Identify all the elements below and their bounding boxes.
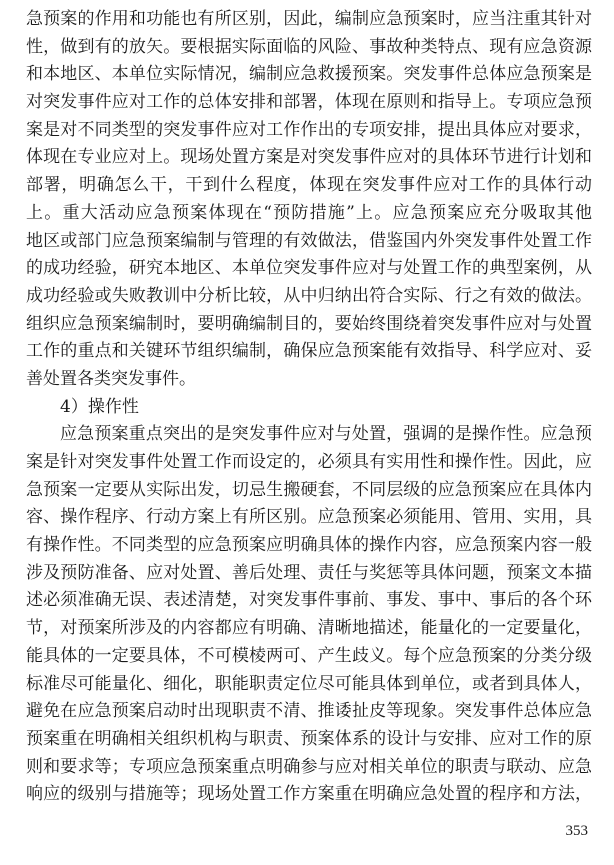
text-line: 性，做到有的放矢。要根据实际面临的风险、事故种类特点、现有应急资源	[26, 36, 592, 57]
text-line: 上。重大活动应急预案体现在“预防措施”上。应急预案应充分吸取其他	[26, 202, 592, 223]
text-line: 避免在应急预案启动时出现职责不清、推诿扯皮等现象。突发事件总体应急	[26, 701, 592, 722]
page-number: 353	[565, 823, 588, 839]
text-line: 能具体的一定要具体，不可模棱两可、产生歧义。每个应急预案的分类分级	[26, 645, 592, 666]
text-line: 有操作性。不同类型的应急预案应明确具体的操作内容，应急预案内容一般	[26, 535, 592, 556]
text-line: 响应的级别与措施等；现场处置工作方案重在明确应急处置的程序和方法，	[26, 784, 592, 805]
text-line: 善处置各类突发事件。	[26, 368, 196, 389]
text-line: 成功经验或失败教训中分析比较，从中归纳出符合实际、行之有效的做法。	[26, 285, 592, 306]
section-heading: 4）操作性	[60, 396, 139, 417]
text-line: 则和要求等；专项应急预案重点明确参与应对相关单位的职责与联动、应急	[26, 756, 592, 777]
text-line: 部署，明确怎么干，干到什么程度，体现在突发事件应对工作的具体行动	[26, 175, 592, 196]
text-line: 地区或部门应急预案编制与管理的有效做法，借鉴国内外突发事件处置工作	[26, 230, 592, 251]
text-line: 工作的重点和关键环节组织编制，确保应急预案能有效指导、科学应对、妥	[26, 341, 592, 362]
text-line: 涉及预防准备、应对处置、善后处理、责任与奖惩等具体问题，预案文本描	[26, 562, 592, 583]
text-line: 体现在专业应对上。现场处置方案是对突发事件应对的具体环节进行计划和	[26, 147, 592, 168]
text-line: 急预案一定要从实际出发，切忌生搬硬套，不同层级的应急预案应在具体内	[26, 479, 592, 500]
document-page	[26, 6, 592, 809]
text-line: 对突发事件应对工作的总体安排和部署，体现在原则和指导上。专项应急预	[26, 92, 592, 113]
text-line: 的成功经验，研究本地区、本单位突发事件应对与处置工作的典型案例，从	[26, 258, 592, 279]
text-line: 组织应急预案编制时，要明确编制目的，要始终围绕着突发事件应对与处置	[26, 313, 592, 334]
text-line: 节，对预案所涉及的内容都应有明确、清晰地描述，能量化的一定要量化，	[26, 618, 592, 639]
text-line: 急预案的作用和功能也有所区别，因此，编制应急预案时，应当注重其针对	[26, 9, 592, 29]
text-line: 案是针对突发事件处置工作而设定的，必须具有实用性和操作性。因此，应	[26, 452, 592, 472]
text-line: 标准尽可能量化、细化，职能职责定位尽可能具体到单位，或者到具体人，	[26, 673, 592, 694]
text-line: 预案重在明确相关组织机构与职责、预案体系的设计与安排、应对工作的原	[26, 728, 592, 749]
text-line: 述必须准确无误、表述清楚，对突发事件事前、事发、事中、事后的各个环	[26, 590, 592, 611]
text-line: 容、操作程序、行动方案上有所区别。应急预案必须能用、管用、实用，具	[26, 507, 592, 528]
text-line: 和本地区、本单位实际情况，编制应急救援预案。突发事件总体应急预案是	[26, 64, 592, 85]
text-line: 案是对不同类型的突发事件应对工作作出的专项安排，提出具体应对要求，	[26, 119, 592, 140]
text-line: 应急预案重点突出的是突发事件应对与处置，强调的是操作性。应急预	[60, 424, 592, 445]
